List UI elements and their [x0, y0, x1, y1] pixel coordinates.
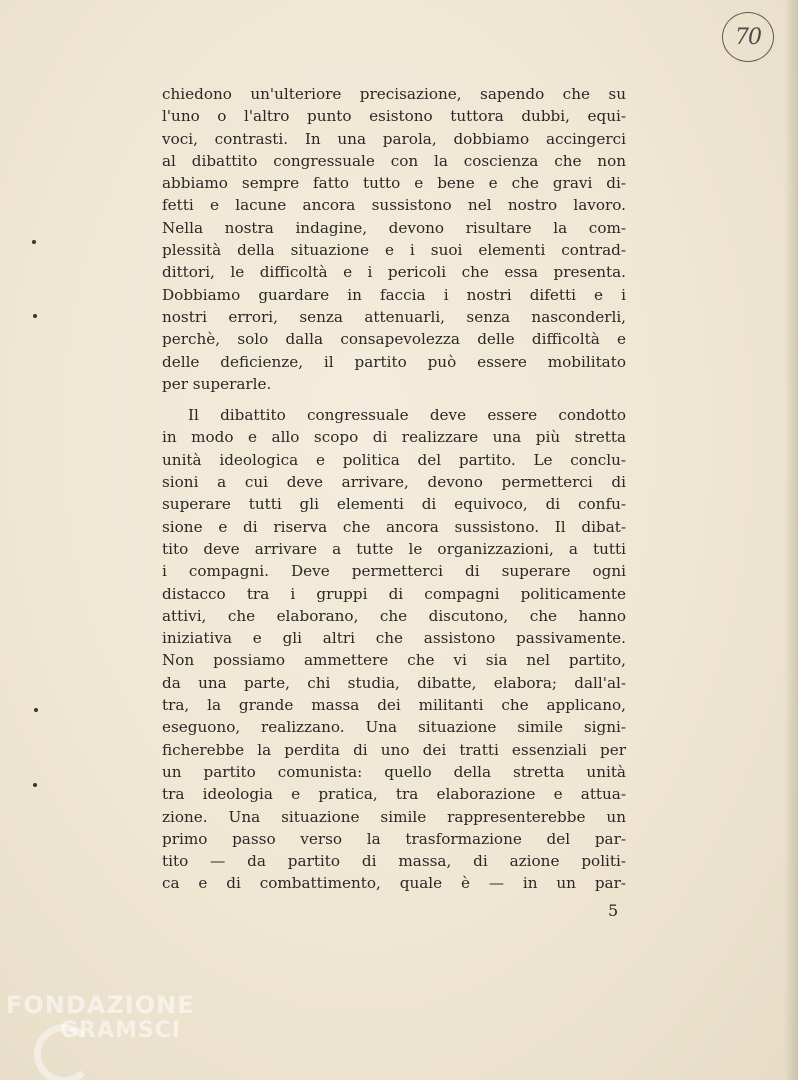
text-line: al dibattito congressuale con la coscienza che non	[162, 151, 626, 170]
text-line: sioni a cui deve arrivare, devono permetterci di	[162, 473, 626, 492]
margin-mark	[34, 708, 38, 712]
text-line: eseguono, realizzano. Una situazione simile signi-	[162, 718, 626, 737]
archive-stamp	[722, 12, 774, 62]
text-line: zione. Una situazione simile rappresenterebbe un	[162, 807, 626, 826]
text-line: iniziativa e gli altri che assistono passivamente.	[162, 629, 626, 648]
text-line: ca e di combattimento, quale è — in un par-	[162, 874, 626, 893]
text-line: tito deve arrivare a tutte le organizzazioni, a tutti	[162, 539, 626, 558]
text-line: Nella nostra indagine, devono risultare la com-	[162, 218, 626, 237]
watermark-line-1: FONDAZIONE	[6, 991, 195, 1019]
text-line: nostri errori, senza attenuarli, senza nasconderli,	[162, 307, 626, 326]
margin-mark	[32, 240, 36, 244]
text-line: plessità della situazione e i suoi elementi contrad-	[162, 241, 626, 260]
text-line: unità ideologica e politica del partito. Le conclu-	[162, 450, 626, 469]
watermark	[6, 992, 195, 1044]
paragraph-gap	[162, 395, 626, 404]
paragraph-2	[162, 404, 626, 895]
text-line: l'uno o l'altro punto esistono tuttora dubbi, equi-	[162, 107, 626, 126]
page-number: 5	[608, 901, 619, 920]
text-line: per superarle.	[162, 374, 272, 393]
text-line: primo passo verso la trasformazione del par-	[162, 829, 626, 848]
paragraph-1	[162, 83, 626, 395]
page-edge-shadow	[784, 0, 798, 1080]
text-line: tra, la grande massa dei militanti che applicano,	[162, 696, 626, 715]
text-line: abbiamo sempre fatto tutto e bene e che gravi di-	[162, 174, 626, 193]
margin-mark	[33, 314, 37, 318]
text-line: tito — da partito di massa, di azione politi-	[162, 852, 626, 871]
margin-mark	[33, 783, 37, 787]
text-line: chiedono un'ulteriore precisazione, sapendo che su	[162, 85, 626, 103]
text-line: ficherebbe la perdita di uno dei tratti essenziali per	[162, 740, 626, 759]
text-line: Il dibattito congressuale deve essere condotto	[188, 406, 626, 425]
text-line: superare tutti gli elementi di equivoco, di confu-	[162, 495, 626, 514]
archive-stamp-number: 70	[735, 24, 761, 50]
text-line: voci, contrasti. In una parola, dobbiamo accingerci	[162, 129, 626, 148]
text-line: da una parte, chi studia, dibatte, elabora; dall'al-	[162, 673, 626, 692]
text-line: i compagni. Deve permetterci di superare ogni	[162, 562, 626, 581]
text-line: attivi, che elaborano, che discutono, che hanno	[162, 606, 626, 625]
text-line: sione e di riserva che ancora sussistono. Il dibat-	[162, 517, 626, 536]
watermark-line-2: GRAMSCI	[60, 1018, 182, 1043]
text-line: Non possiamo ammettere che vi sia nel partito,	[162, 651, 626, 670]
text-line: fetti e lacune ancora sussistono nel nostro lavoro.	[162, 196, 626, 215]
body-text	[162, 83, 626, 895]
text-line: delle deficienze, il partito può essere mobilitato	[162, 352, 626, 371]
text-line: perchè, solo dalla consapevolezza delle difficoltà e	[162, 330, 626, 349]
text-line: dittori, le difficoltà e i pericoli che essa presenta.	[162, 263, 626, 282]
text-line: un partito comunista: quello della stretta unità	[162, 762, 626, 781]
text-line: tra ideologia e pratica, tra elaborazione e attua-	[162, 785, 626, 804]
text-line: distacco tra i gruppi di compagni politicamente	[162, 584, 626, 603]
text-line: in modo e allo scopo di realizzare una più stretta	[162, 428, 626, 447]
text-line: Dobbiamo guardare in faccia i nostri difetti e i	[162, 285, 626, 304]
